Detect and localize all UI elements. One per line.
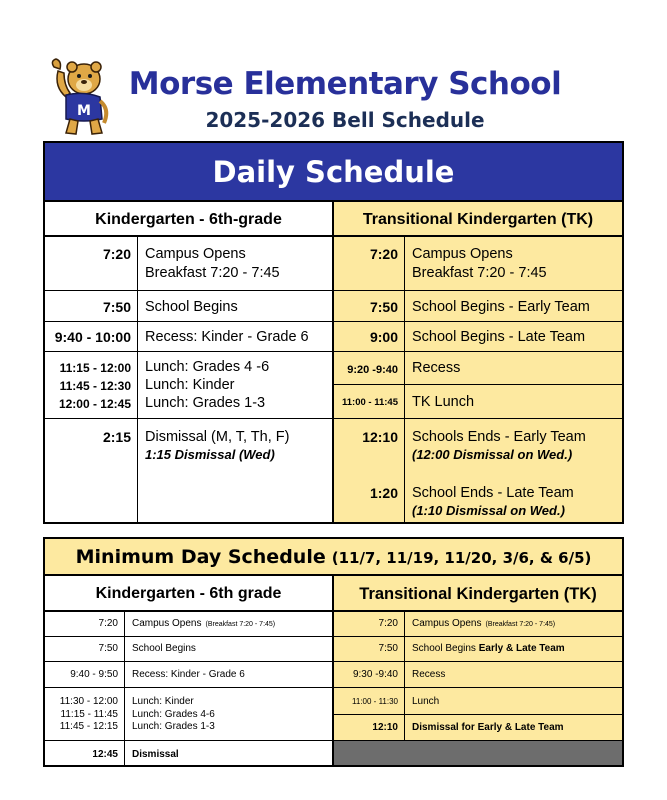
minimum-k6-heading: Kindergarten - 6th grade: [45, 576, 332, 612]
table-row: 7:20 Campus Opens Breakfast 7:20 - 7:45: [334, 237, 622, 291]
minimum-day-banner: Minimum Day Schedule (11/7, 11/19, 11/20, 3/6, & 6/5): [45, 539, 622, 576]
daily-schedule-banner: Daily Schedule: [45, 143, 622, 202]
table-row: 11:15 - 12:00 11:45 - 12:30 12:00 - 12:45 Lunch: Grades 4 -6 Lunch: Kinder Lunch: Grades 1-3: [45, 352, 332, 419]
table-row: 7:20 Campus Opens (Breakfast 7:20 - 7:45): [334, 612, 622, 637]
table-row: 2:15 Dismissal (M, T, Th, F) 1:15 Dismissal (Wed): [45, 419, 332, 522]
daily-k6-column: [45, 202, 332, 522]
minimum-day-dates: (11/7, 11/19, 11/20, 3/6, & 6/5): [331, 549, 592, 567]
table-row: 7:50 School Begins: [45, 637, 332, 662]
minimum-tk-column: [332, 576, 622, 765]
table-row: 11:00 - 11:30 Lunch: [334, 688, 622, 715]
svg-text:M: M: [77, 103, 91, 119]
minimum-tk-heading: Transitional Kindergarten (TK): [334, 576, 622, 612]
table-row: 12:10 Dismissal for Early & Late Team: [334, 715, 622, 741]
table-row: 12:45 Dismissal: [45, 741, 332, 765]
table-row: 12:10 1:20 Schools Ends - Early Team (12:00 Dismissal on Wed.) School Ends - Late Team (1:10 Dismissal on Wed.): [334, 419, 622, 522]
table-row: 9:20 -9:40 Recess: [334, 352, 622, 385]
table-row: 11:30 - 12:00 11:15 - 11:45 11:45 - 12:15 Lunch: Kinder Lunch: Grades 4-6 Lunch: Grades 1-3: [45, 688, 332, 741]
minimum-k6-column: [45, 576, 332, 765]
daily-k6-heading: Kindergarten - 6th-grade: [45, 202, 332, 237]
school-title: Morse Elementary School: [128, 66, 562, 102]
cougar-mascot-icon: [44, 57, 110, 137]
table-row: 7:50 School Begins - Early Team: [334, 291, 622, 322]
daily-tk-heading: Transitional Kindergarten (TK): [334, 202, 622, 237]
schedule-subtitle: 2025-2026 Bell Schedule: [205, 108, 485, 132]
daily-schedule-table: [43, 141, 624, 524]
daily-tk-column: [332, 202, 622, 522]
minimum-day-table: [43, 537, 624, 767]
table-row: 9:40 - 9:50 Recess: Kinder - Grade 6: [45, 662, 332, 688]
table-row: 9:40 - 10:00 Recess: Kinder - Grade 6: [45, 322, 332, 352]
table-row: 7:20 Campus Opens (Breakfast 7:20 - 7:45): [45, 612, 332, 637]
table-row: 7:50 School Begins: [45, 291, 332, 322]
table-row: 9:00 School Begins - Late Team: [334, 322, 622, 352]
table-row: 9:30 -9:40 Recess: [334, 662, 622, 688]
table-row: 7:20 Campus Opens Breakfast 7:20 - 7:45: [45, 237, 332, 291]
empty-shaded-cell: [334, 741, 622, 765]
table-row: 11:00 - 11:45 TK Lunch: [334, 385, 622, 419]
table-row: 7:50 School Begins Early & Late Team: [334, 637, 622, 662]
